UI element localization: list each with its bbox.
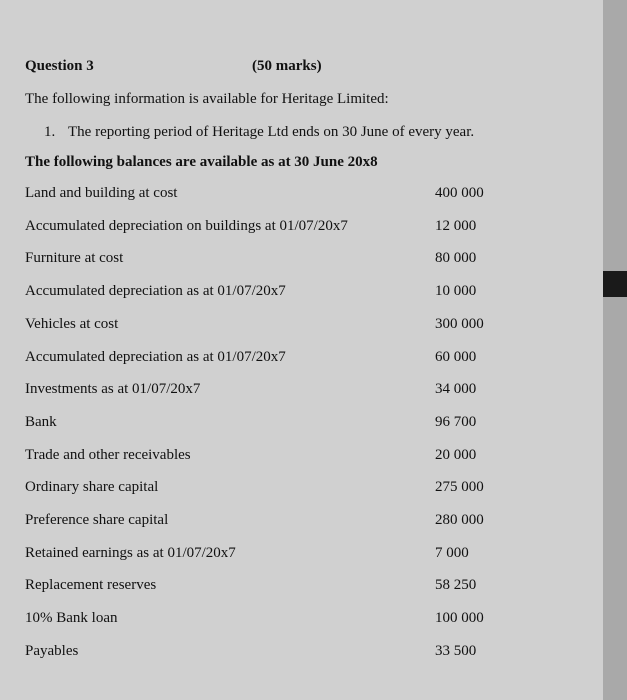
balance-row — [25, 250, 495, 270]
balance-row — [25, 218, 495, 238]
balance-label: Accumulated depreciation as at 01/07/20x7 — [25, 349, 286, 365]
balance-row — [25, 283, 495, 303]
scrollbar-thumb[interactable] — [603, 271, 627, 297]
balance-label: Vehicles at cost — [25, 316, 119, 332]
point-text: The reporting period of Heritage Ltd ends on 30 June of every year. — [68, 124, 475, 140]
balance-label: Bank — [25, 414, 57, 430]
question-marks: (50 marks) — [252, 58, 322, 74]
balance-label: Accumulated depreciation on buildings at 01/07/20x7 — [25, 218, 348, 234]
balance-label: Ordinary share capital — [25, 479, 159, 495]
balance-amount: 60 000 — [435, 349, 477, 365]
balance-amount: 34 000 — [435, 381, 477, 397]
balance-amount: 58 250 — [435, 577, 477, 593]
balance-label: 10% Bank loan — [25, 610, 118, 626]
balance-amount: 33 500 — [435, 643, 477, 659]
balance-label: Payables — [25, 643, 79, 659]
numbered-point — [44, 124, 474, 141]
balance-label: Trade and other receivables — [25, 447, 191, 463]
balance-label: Accumulated depreciation as at 01/07/20x7 — [25, 283, 286, 299]
balance-amount: 300 000 — [435, 316, 484, 332]
intro-text: The following information is available for Heritage Limited: — [25, 91, 389, 107]
balance-amount: 275 000 — [435, 479, 484, 495]
balance-row — [25, 185, 495, 205]
balance-row — [25, 545, 495, 565]
balance-label: Furniture at cost — [25, 250, 124, 266]
point-number: 1. — [44, 124, 56, 140]
balance-label: Investments as at 01/07/20x7 — [25, 381, 201, 397]
balance-amount: 100 000 — [435, 610, 484, 626]
balance-amount: 400 000 — [435, 185, 484, 201]
balance-amount: 280 000 — [435, 512, 484, 528]
balance-row — [25, 512, 495, 532]
balance-row — [25, 643, 495, 663]
balance-row — [25, 479, 495, 499]
balance-row — [25, 447, 495, 467]
balance-label: Land and building at cost — [25, 185, 178, 201]
balance-row — [25, 610, 495, 630]
balance-row — [25, 414, 495, 434]
balance-row — [25, 316, 495, 336]
balance-amount: 20 000 — [435, 447, 477, 463]
balance-row — [25, 381, 495, 401]
question-title: Question 3 — [25, 58, 94, 74]
balance-amount: 96 700 — [435, 414, 477, 430]
scrollbar-track[interactable] — [603, 0, 627, 700]
balance-row — [25, 577, 495, 597]
balance-amount: 80 000 — [435, 250, 477, 266]
balance-row — [25, 349, 495, 369]
balance-label: Retained earnings as at 01/07/20x7 — [25, 545, 236, 561]
balances-heading: The following balances are available as at 30 June 20x8 — [25, 154, 378, 170]
balance-label: Replacement reserves — [25, 577, 157, 593]
balance-amount: 12 000 — [435, 218, 477, 234]
balance-amount: 7 000 — [435, 545, 469, 561]
balance-label: Preference share capital — [25, 512, 169, 528]
balance-amount: 10 000 — [435, 283, 477, 299]
